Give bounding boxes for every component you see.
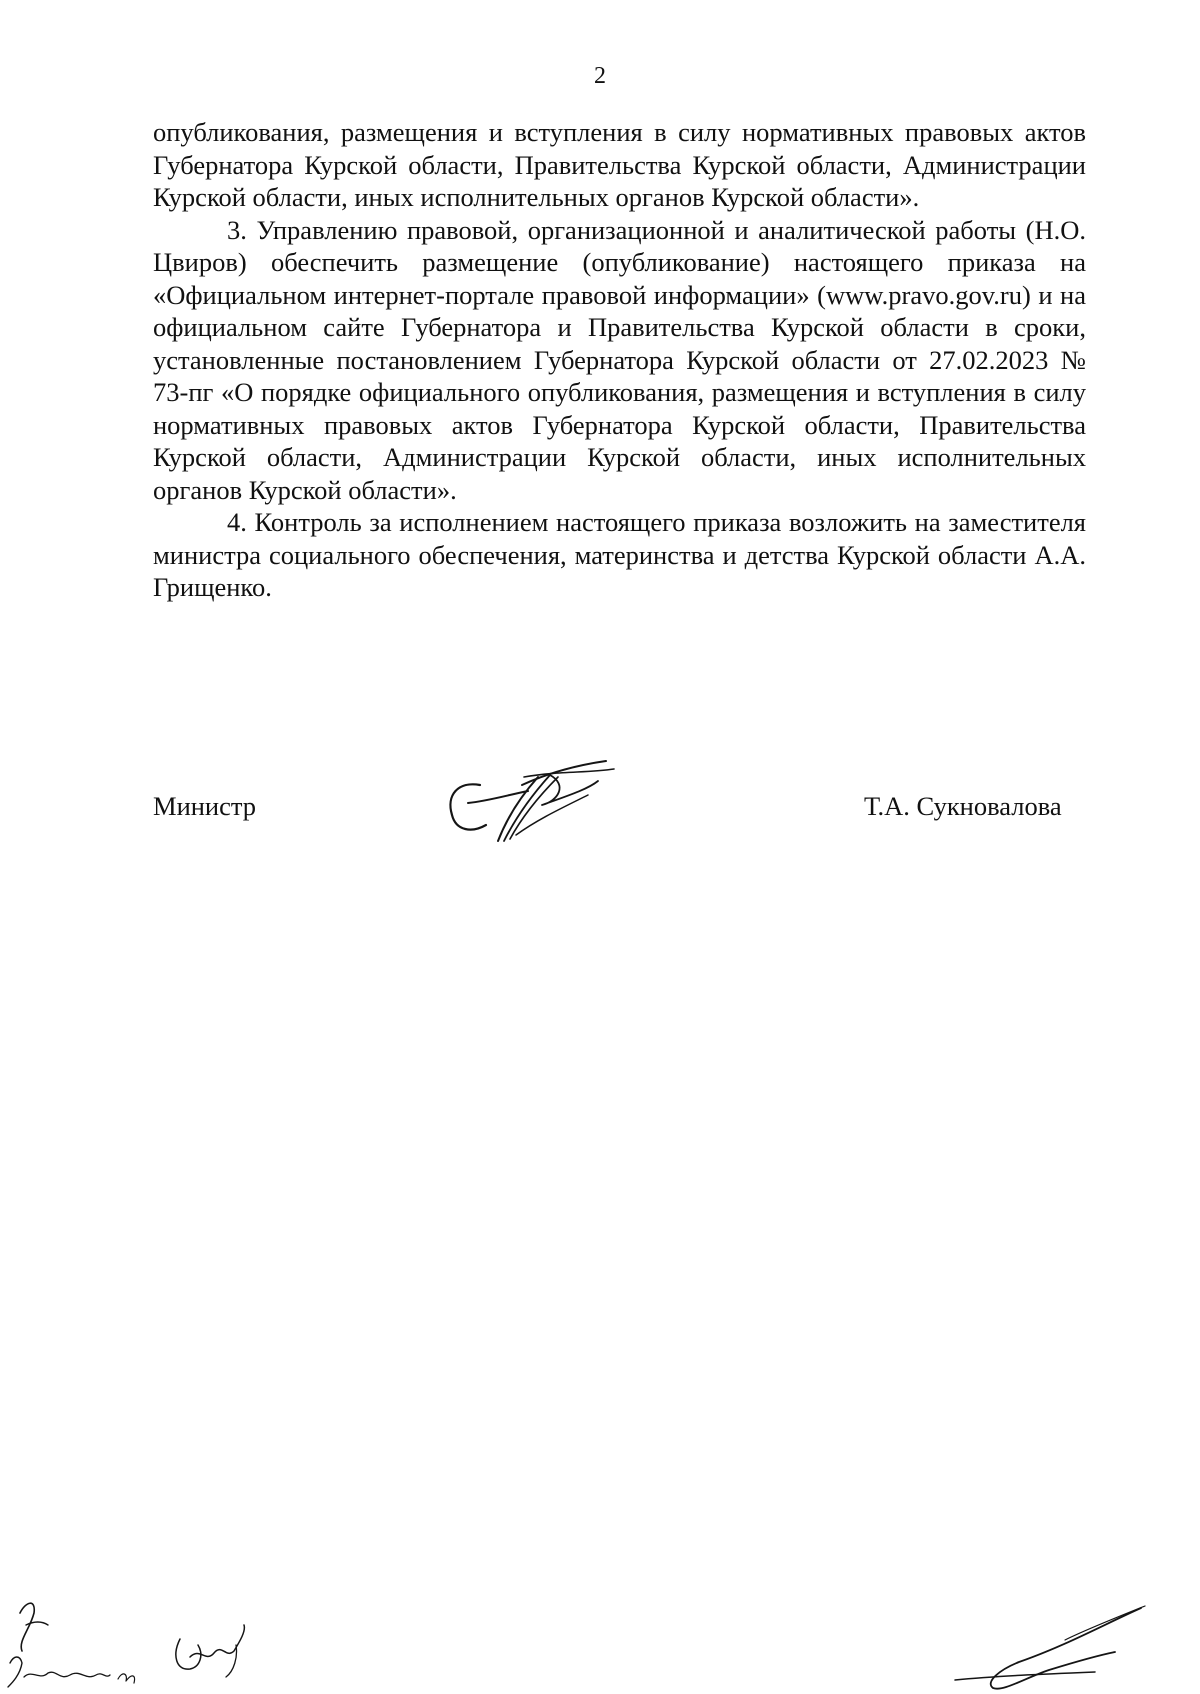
approval-visa-marks [0,1585,300,1694]
signatory-position: Министр [153,791,257,821]
paragraph-item-4: 4. Контроль за исполнением настоящего приказа возложить на заместителя министра социального обеспечения, материнства и детства Курской области А.А. Грищенко. [153,507,1086,602]
paragraph-item-3: 3. Управлению правовой, организационной и аналитической работы (Н.О. Цвиров) обеспечить размещение (опубликование) настоящего приказа на «Официальном интернет-портале правовой информации» (www.pravo.gov.ru) и на официальном сайте Губернатора и Правительства Курской области в сроки, установленные постановлением Губернатора Курской области от 27.02.2023 № 73-пг «О порядке официального опубликования, размещения и вступления в силу нормативных правовых актов Губернатора Курской области, Правительства Курской области, Администрации Курской области, иных исполнительных органов Курской области». [153,214,1086,505]
signatory-name: Т.А. Сукновалова [864,791,1062,821]
handwritten-signature [438,755,638,855]
approval-mark-right [945,1600,1150,1694]
paragraph-continuation: опубликования, размещения и вступления в силу нормативных правовых актов Губернатора Курской области, Правительства Курской области, Администрации Курской области, иных исполнительных органов Курской области». [153,117,1086,212]
page-number: 2 [594,63,606,89]
document-body [153,116,1086,604]
